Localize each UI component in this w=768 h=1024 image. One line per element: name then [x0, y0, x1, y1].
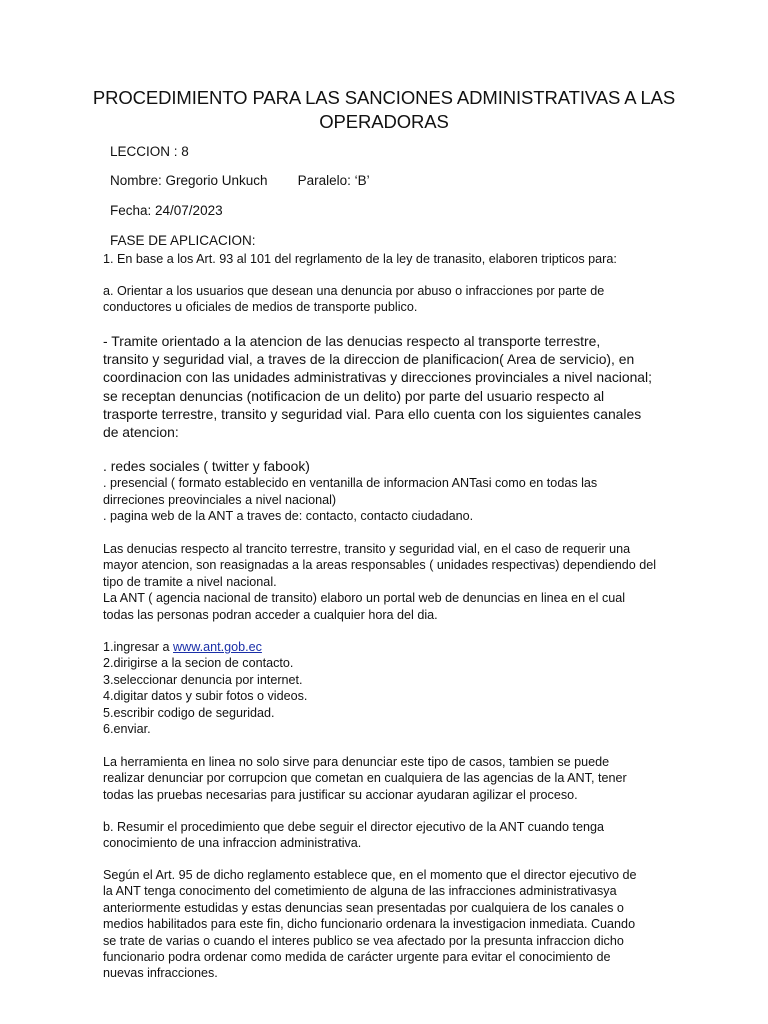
- denuncias-line: Las denucias respecto al trancito terrestre, transito y seguridad vial, en el caso de requerir una: [103, 542, 631, 556]
- art95-line: se trate de varias o cuando el interes publico se vea afectado por la presunta infraccion dicho: [103, 933, 624, 948]
- step-1: [103, 639, 678, 655]
- canales-list: [103, 457, 678, 524]
- canal-redes: . redes sociales ( twitter y fabook): [103, 458, 310, 474]
- step-item: 5.escribir codigo de seguridad.: [103, 705, 275, 720]
- question-b-line: conocimiento de una infraccion administrativa.: [103, 836, 362, 851]
- tramite-line: coordinacion con las unidades administrativas y direcciones provinciales a nivel nacional;: [103, 369, 652, 386]
- herramienta-line: La herramienta en linea no solo sirve para denunciar este tipo de casos, tambien se puede: [103, 755, 610, 769]
- steps-list: [103, 639, 678, 737]
- fase-heading: FASE DE APLICACION:: [110, 233, 256, 248]
- denuncias-line: La ANT ( agencia nacional de transito) elaboro un portal web de denuncias en linea en el cual: [103, 591, 626, 606]
- canal-presencial: dirreciones preovinciales a nivel nacional): [103, 492, 337, 507]
- herramienta-paragraph: [103, 754, 678, 803]
- question-a-line: conductores u oficiales de medios de transporte publico.: [103, 300, 418, 315]
- tramite-paragraph: [103, 332, 678, 441]
- nombre-paralelo-line: [110, 172, 370, 190]
- art95-line: medios habilitados para este fin, dicho funcionario ordenara la investigacion inmediata. Cuando: [103, 917, 636, 932]
- art95-line: nuevas infracciones.: [103, 966, 218, 981]
- denuncias-line: todas las personas podran acceder a cualquier hora del dia.: [103, 607, 438, 622]
- canal-web: . pagina web de la ANT a traves de: contacto, contacto ciudadano.: [103, 509, 474, 524]
- art95-line: funcionario podra ordenar como medida de carácter urgente para evitar el conocimiento de: [103, 950, 611, 965]
- question-a-line: a. Orientar a los usuarios que desean una denuncia por abuso o infracciones por parte de: [103, 284, 605, 298]
- art95-paragraph: [103, 867, 678, 982]
- denuncias-line: mayor atencion, son reasignadas a la areas responsables ( unidades respectivas) dependiendo del: [103, 558, 657, 573]
- title-line-1: PROCEDIMIENTO PARA LAS SANCIONES ADMINISTRATIVAS A LAS: [92, 87, 676, 108]
- question-1: [103, 251, 678, 267]
- question-b: [103, 819, 678, 852]
- step-item: 6.enviar.: [103, 722, 151, 737]
- art95-line: la ANT tenga conocimento del cometimiento de alguna de las infracciones administrativasya: [103, 884, 617, 899]
- nombre: Nombre: Gregorio Unkuch: [110, 173, 268, 188]
- canal-presencial: . presencial ( formato establecido en ventanilla de informacion ANTasi como en todas las: [103, 476, 598, 491]
- denuncias-line: tipo de tramite a nivel nacional.: [103, 574, 277, 589]
- question-a: [103, 283, 678, 316]
- tramite-line: trasporte terrestre, transito y seguridad vial. Para ello cuenta con los siguientes canales: [103, 405, 642, 422]
- art95-line: Según el Art. 95 de dicho reglamento establece que, en el momento que el director ejecutivo de: [103, 868, 637, 882]
- question-1-text: 1. En base a los Art. 93 al 101 del regrlamento de la ley de tranasito, elaboren tripticos para:: [103, 252, 617, 266]
- title-line-2: OPERADORAS: [319, 111, 449, 132]
- step-item: 2.dirigirse a la secion de contacto.: [103, 656, 294, 671]
- step-item: 4.digitar datos y subir fotos o videos.: [103, 689, 308, 704]
- tramite-line: transito y seguridad vial, a traves de la direccion de planificacion( Area de servicio), en: [103, 351, 635, 368]
- herramienta-line: realizar denunciar por corrupcion que cometan en cualquiera de las agencias de la ANT, tener: [103, 771, 627, 786]
- question-b-line: b. Resumir el procedimiento que debe seguir el director ejecutivo de la ANT cuando tenga: [103, 820, 605, 834]
- herramienta-line: todas las pruebas necesarias para justificar su accionar ayudaran agilizar el proceso.: [103, 787, 578, 802]
- tramite-line: de atencion:: [103, 424, 179, 441]
- art95-line: anteriormente estudidas y estas denuncias sean presentadas por cualquiera de los canales o: [103, 900, 624, 915]
- tramite-line: - Tramite orientado a la atencion de las denucias respecto al transporte terrestre,: [103, 333, 601, 349]
- leccion-line: LECCION : 8: [110, 144, 189, 159]
- paralelo: Paralelo: ‘B’: [297, 173, 370, 188]
- step-1-prefix: 1.ingresar a: [103, 640, 174, 654]
- tramite-line: se receptan denuncias (notificacion de un delito) por parte del usuario respecto al: [103, 387, 605, 404]
- document-title: [80, 86, 688, 134]
- step-item: 3.seleccionar denuncia por internet.: [103, 672, 303, 687]
- fecha-line: Fecha: 24/07/2023: [110, 203, 223, 218]
- ant-website-link[interactable]: www.ant.gob.ec: [173, 640, 262, 654]
- denuncias-paragraph: [103, 541, 678, 623]
